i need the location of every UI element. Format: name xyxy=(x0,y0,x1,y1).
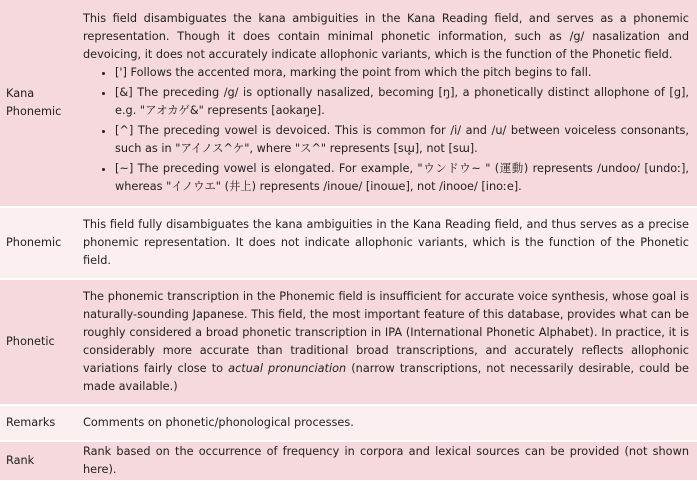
list-item: • [&] The preceding /g/ is optionally nasalized, becoming [ŋ], a phonetically distinct allophone of [g], e.g. "アオカゲ&" represents [aokaŋe]. xyxy=(115,84,689,120)
description-text-end: (narrow transcriptions, not necessarily desirable, could be made available.) xyxy=(83,362,689,393)
description-text: The phonemic transcription in the Phonemic field is insufficient for accurate voice synthesis, whose goal is naturally-sounding Japanese. This field, the most important feature of this database, provides what can be roughly considered a broad phonetic transcription in IPA (International Phonetic Alphabet). In practice, it is considerably more accurate than traditional broad transcriptions, and accurately reflects allophonic variations fairly close to xyxy=(83,290,689,375)
row-description: This field fully disambiguates the kana ambiguities in the Kana Reading field, and thus serves as a precise phonemic representation. It does not indicate allophonic variants, which is the function of the Phonetic field. xyxy=(80,208,697,280)
row-label: Kana Phonemic xyxy=(0,0,80,208)
description-text: This field disambiguates the kana ambiguities in the Kana Reading field, and serves as a phonemic representation. Though it does contain minimal phonetic information, such as /g/ nasalization and devoicing, it does not accurately indicate allophonic variants, which is the function of the Phonetic field. xyxy=(83,11,689,61)
row-label: Phonemic xyxy=(0,208,80,280)
table-row xyxy=(0,406,697,442)
row-description xyxy=(80,0,697,208)
list-item: • [^] The preceding vowel is devoiced. This is common for /i/ and /u/ between voiceless consonants, such as in "アイノス^ケ", where "ス^" represents [sɯ̥], not [sɯ]. xyxy=(115,122,689,158)
table-row xyxy=(0,208,697,280)
list-item: • ['] Follows the accented mora, marking the point from which the pitch begins to fall. xyxy=(115,64,689,82)
table-row xyxy=(0,442,697,482)
list-item: • [~] The preceding vowel is elongated. For example, "ウンドウ~ " (運動) represents /undoo/ [undoː], whereas "イノウエ" (井上) represents /inoue/ [inoɯe], not /inooe/ [inoːe]. xyxy=(115,160,689,196)
row-description xyxy=(80,280,697,406)
table-row xyxy=(0,280,697,406)
row-label: Rank xyxy=(0,442,80,482)
row-label: Phonetic xyxy=(0,280,80,406)
row-description: Comments on phonetic/phonological processes. xyxy=(80,406,697,442)
row-description: Rank based on the occurrence of frequency in corpora and lexical sources can be provided (not shown here). xyxy=(80,442,697,482)
notation-list xyxy=(83,64,689,196)
table-row xyxy=(0,0,697,208)
row-label: Remarks xyxy=(0,406,80,442)
emphasis-text: actual pronunciation xyxy=(228,362,347,375)
